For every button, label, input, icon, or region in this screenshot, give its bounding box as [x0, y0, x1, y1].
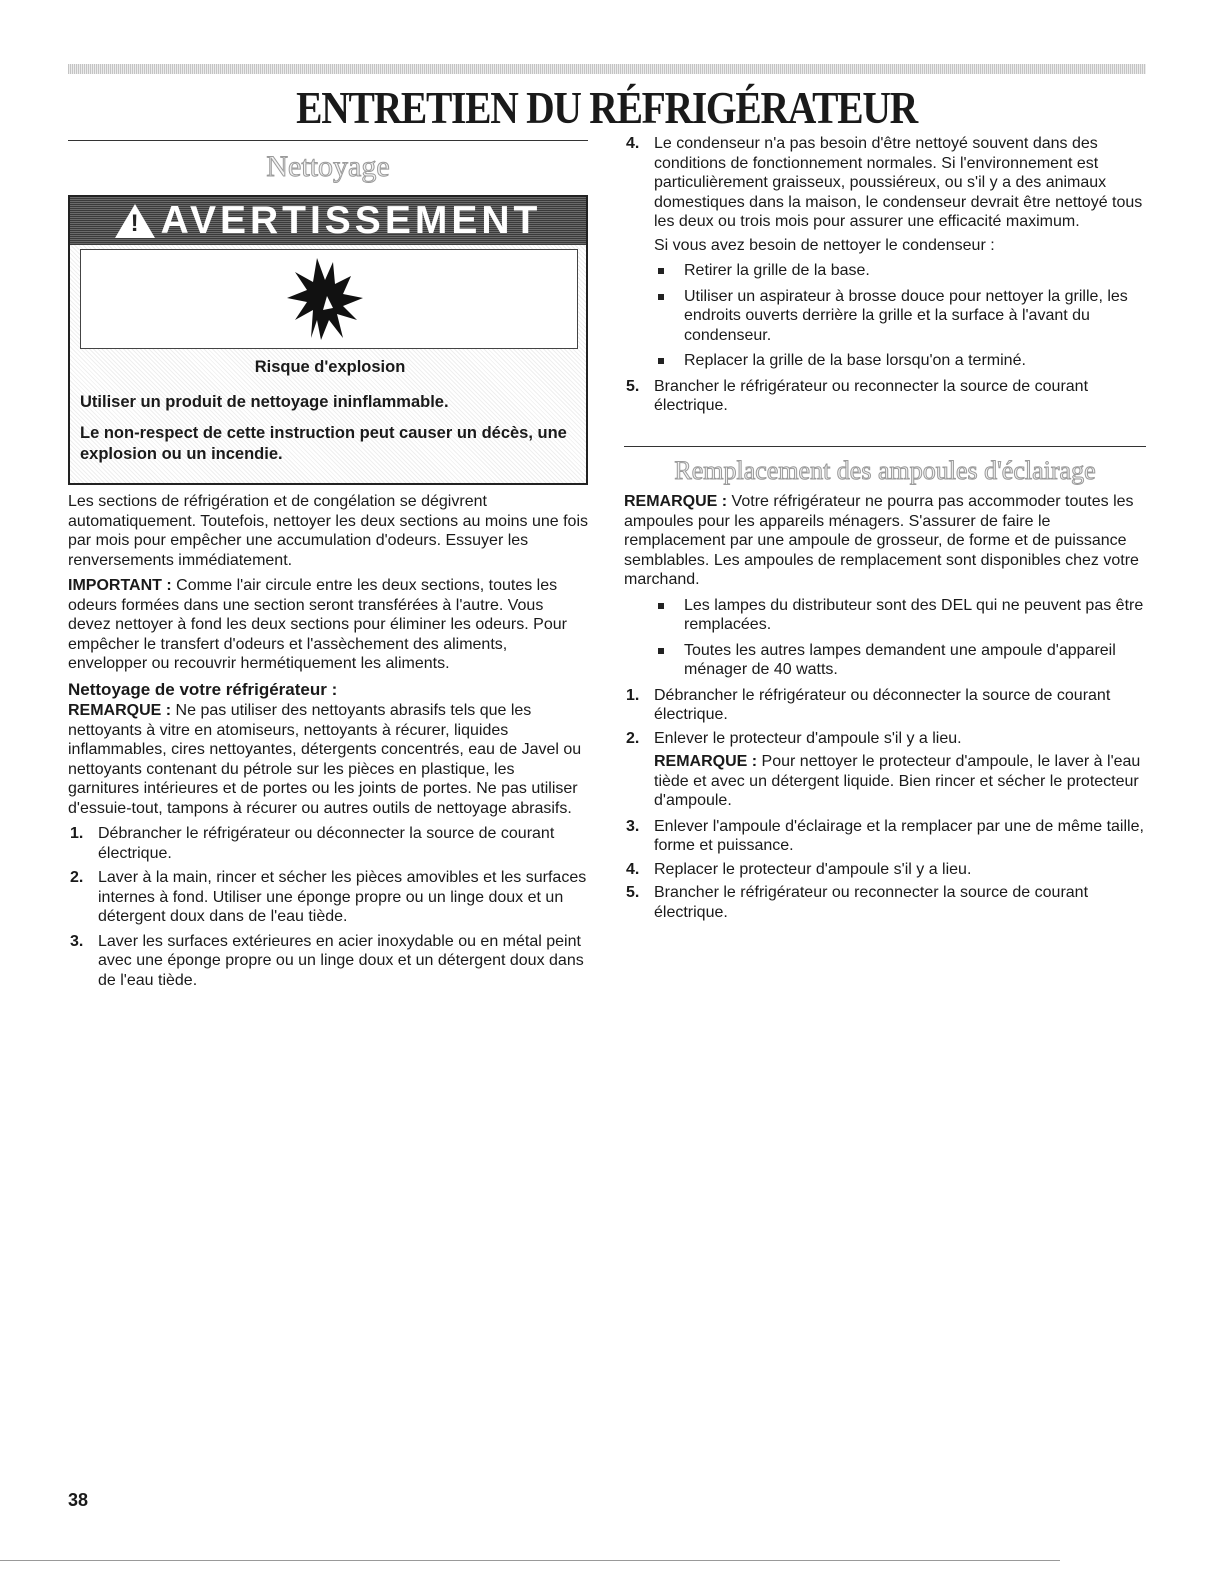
list-number: 1. — [626, 686, 640, 704]
list-number: 5. — [626, 884, 640, 901]
bullet-item: Les lampes du distributeur sont des DEL qui ne peuvent pas être remplacées. — [624, 596, 1146, 635]
list-number: 3. — [70, 932, 84, 950]
subheading-cleaning: Nettoyage de votre réfrigérateur : — [68, 679, 338, 699]
warning-header — [70, 197, 586, 245]
remarque-text: Votre réfrigérateur ne pourra pas accommoder toutes les ampoules pour les appareils ménagers. S'assurer de faire le remplacement par une ampoule de grosseur, de forme et de puissance semblables. Les ampoules de remplacement sont disponibles chez votre marchand. — [624, 493, 1139, 588]
list-text: Brancher le réfrigérateur ou reconnecter la source de courant électrique. — [654, 377, 1089, 414]
list-item — [624, 686, 1146, 725]
list-text: Le condenseur n'a pas besoin d'être nettoyé souvent dans des conditions de fonctionnement normales. Si l'environnement est particulièrement graisseux, poussiéreux, ou s'il y a des animaux domestiques dans la maison, le condenseur devrait être nettoyé tous les deux ou trois mois pour assurer une efficacité maximum. — [654, 135, 1143, 230]
list-item — [624, 817, 1146, 856]
list-text: Replacer le protecteur d'ampoule s'il y a lieu. — [654, 860, 972, 878]
warning-header-label: AVERTISSEMENT — [160, 199, 542, 242]
remarque-label: REMARQUE : — [654, 753, 758, 770]
bullet-item: Replacer la grille de la base lorsqu'on a terminé. — [624, 351, 1146, 371]
list-text: Brancher le réfrigérateur ou reconnecter la source de courant électrique. — [654, 884, 1089, 921]
remarque-paragraph — [624, 492, 1146, 590]
list-item — [68, 868, 588, 927]
list-text: Laver à la main, rincer et sécher les pièces amovibles et les surfaces internes à fond. Utiliser une éponge propre ou un linge doux et un détergent doux dans de l'eau tiède. — [98, 869, 587, 925]
bullet-item: Retirer la grille de la base. — [624, 261, 1146, 281]
remarque-label: REMARQUE : — [624, 493, 728, 510]
list-text: Enlever le protecteur d'ampoule s'il y a lieu. — [654, 729, 962, 747]
list-text: Laver les surfaces extérieures en acier inoxydable ou en métal peint avec une éponge propre ou un linge doux et un détergent doux dans de l'eau tiède. — [98, 932, 584, 989]
page-title: ENTRETIEN DU RÉFRIGÉRATEUR — [296, 82, 917, 133]
warning-triangle-icon: ! — [115, 204, 155, 238]
list-number: 4. — [626, 135, 640, 152]
list-number: 4. — [626, 860, 640, 878]
list-item — [624, 883, 1146, 922]
section-title-nettoyage: Nettoyage — [266, 150, 390, 183]
list-number: 2. — [626, 729, 640, 747]
bulbs-block — [624, 492, 1146, 922]
list-item — [624, 377, 1146, 416]
list-number: 3. — [626, 817, 640, 835]
important-text: Comme l'air circule entre les deux sections, toutes les odeurs formées dans une section seront transférées à l'autre. Vous devez nettoyer à fond les deux sections pour éliminer les odeurs. Pour empêcher le transfert d'odeurs et l'assèchement des aliments, envelopper ou recouvrir hermétiquement les aliments. — [68, 577, 567, 672]
remarque-text: Ne pas utiliser des nettoyants abrasifs tels que les nettoyants à vitre en atomiseurs, nettoyants à récurer, liquides inflammables, cires nettoyantes, détergents concentrés, eau de Javel ou nettoyants contenant du pétrole sur les pièces en plastique, les garnitures intérieures et de portes ou les joints de portes. Ne pas utiliser d'essuie-tout, tampons à récurer ou autres outils de nettoyage abrasifs. — [68, 702, 582, 817]
list-number: 2. — [70, 869, 84, 886]
warning-hazard: Risque d'explosion — [254, 358, 406, 376]
intro-paragraph: Les sections de réfrigération et de congélation se dégivrent automatiquement. Toutefois, nettoyer les deux sections au moins une fois par mois pour empêcher une accumulation d'odeurs. Essuyer les renversements immédiatement. — [68, 493, 589, 569]
header-rule — [68, 64, 1146, 74]
list-item — [624, 134, 1146, 232]
bullet-item: Utiliser un aspirateur à brosse douce pour nettoyer la grille, les endroits ouverts derrière la grille et la surface à l'avant du condenseur. — [624, 287, 1146, 346]
page-number: 38 — [68, 1490, 89, 1510]
list-text: Enlever l'ampoule d'éclairage et la remplacer par une de même taille, forme et puissance. — [654, 817, 1144, 854]
section-title-bulbs: Remplacement des ampoules d'éclairage — [674, 456, 1096, 485]
bulb-cover-note — [624, 752, 1146, 811]
explosion-icon — [81, 250, 577, 348]
remarque-text: Pour nettoyer le protecteur d'ampoule, le laver à l'eau tiède et avec un détergent liquide. Bien rincer et sécher le protecteur d'ampoule. — [654, 753, 1141, 809]
list-item — [68, 824, 588, 863]
warning-line-2: Le non-respect de cette instruction peut causer un décès, une explosion ou un incendie. — [80, 424, 567, 463]
important-paragraph — [68, 576, 588, 674]
remarque-paragraph — [68, 701, 588, 818]
section-rule — [68, 140, 588, 141]
list-item — [624, 729, 1146, 749]
important-label: IMPORTANT : — [68, 577, 172, 594]
explosion-pictogram-box — [80, 249, 578, 349]
list-number: 1. — [70, 825, 84, 842]
warning-box — [68, 195, 588, 485]
list-item — [624, 860, 1146, 880]
section-rule — [624, 446, 1146, 447]
list-text: Débrancher le réfrigérateur ou déconnecter la source de courant électrique. — [654, 686, 1111, 723]
warning-line-1: Utiliser un produit de nettoyage ininflammable. — [80, 393, 449, 411]
list-text: Débrancher le réfrigérateur ou déconnecter la source de courant électrique. — [98, 825, 555, 862]
warning-body — [80, 357, 580, 475]
bullet-item: Toutes les autres lampes demandent une ampoule d'appareil ménager de 40 watts. — [624, 641, 1146, 680]
list-item — [68, 932, 588, 991]
condenser-block — [624, 134, 1146, 416]
condenser-intro: Si vous avez besoin de nettoyer le condenseur : — [654, 236, 995, 254]
left-body — [68, 492, 588, 990]
remarque-label: REMARQUE : — [68, 702, 172, 719]
footer-rule — [0, 1560, 1060, 1561]
list-number: 5. — [626, 377, 640, 395]
